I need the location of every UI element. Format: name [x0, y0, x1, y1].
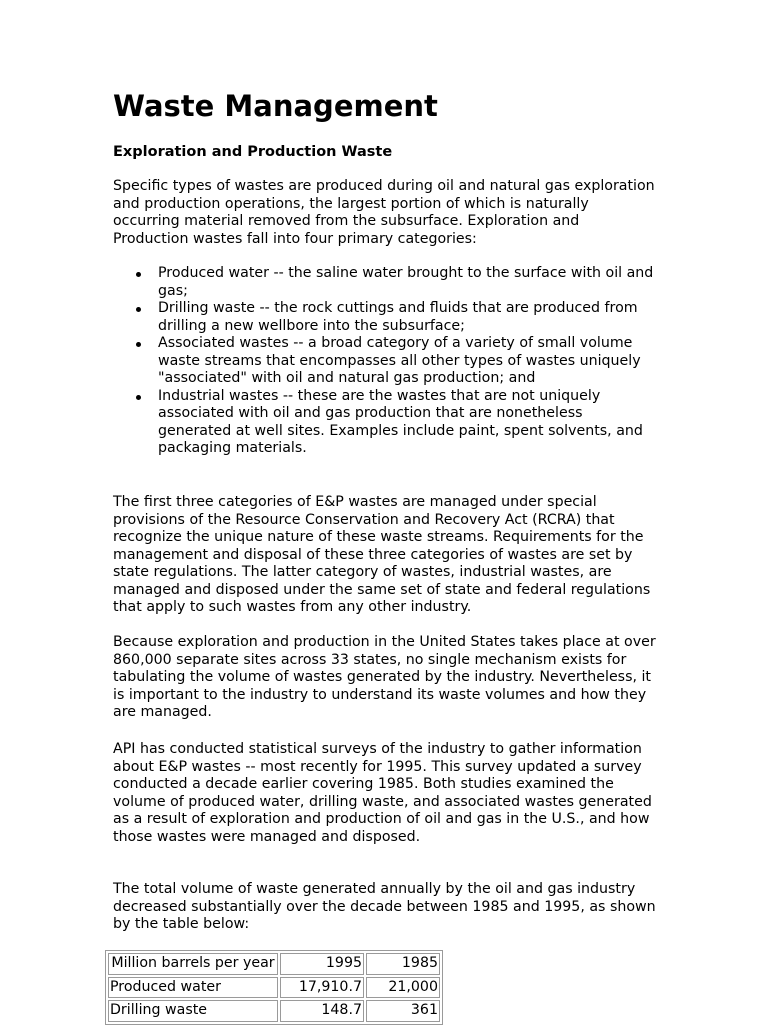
table-header-cell: 1985	[366, 953, 440, 975]
table-cell: 21,000	[366, 977, 440, 999]
section-heading: Exploration and Production Waste	[113, 144, 393, 160]
table-cell: 148.7	[280, 1000, 364, 1022]
intro-paragraph: Specific types of wastes are produced during oil and natural gas exploration and production operations, the largest portion of which is naturally occurring material removed from the subsurface. Exploration and Production wastes fall into four primary categories:	[113, 178, 655, 247]
table-row	[108, 977, 440, 999]
table-header-cell: Million barrels per year	[108, 953, 278, 975]
list-item: Associated wastes -- a broad category of a variety of small volume waste streams that encompasses all other types of wastes uniquely "associated" with oil and natural gas production; and	[158, 335, 658, 388]
sites-paragraph: Because exploration and production in the United States takes place at over 860,000 separate sites across 33 states, no single mechanism exists for tabulating the volume of wastes generated by the industry. Nevertheless, it is important to the industry to understand its waste volumes and how they are managed.	[113, 634, 656, 720]
table-cell: 17,910.7	[280, 977, 364, 999]
rcra-paragraph: The first three categories of E&P wastes are managed under special provisions of the Resource Conservation and Recovery Act (RCRA) that recognize the unique nature of these waste streams. Requirements for the management and disposal of these three categories of wastes are set by state regulations. The latter category of wastes, industrial wastes, are managed and disposed under the same set of state and federal regulations that apply to such wastes from any other industry.	[113, 494, 651, 615]
list-item: Produced water -- the saline water brought to the surface with oil and gas;	[158, 265, 658, 300]
table-cell: Drilling waste	[108, 1000, 278, 1022]
table-cell: 361	[366, 1000, 440, 1022]
volume-paragraph: The total volume of waste generated annually by the oil and gas industry decreased substantially over the decade between 1985 and 1995, as shown by the table below:	[113, 881, 656, 932]
waste-category-list	[113, 265, 658, 458]
list-item: Drilling waste -- the rock cuttings and fluids that are produced from drilling a new wellbore into the subsurface;	[158, 300, 658, 335]
list-item: Industrial wastes -- these are the wastes that are not uniquely associated with oil and gas production that are nonetheless generated at well sites. Examples include paint, spent solvents, and packaging materials.	[158, 388, 658, 458]
table-cell: Produced water	[108, 977, 278, 999]
page-title: Waste Management	[113, 89, 438, 123]
api-survey-paragraph: API has conducted statistical surveys of the industry to gather information about E&P wastes -- most recently for 1995. This survey updated a survey conducted a decade earlier covering 1985. Both studies examined the volume of produced water, drilling waste, and associated wastes generated as a result of exploration and production of oil and gas in the U.S., and how those wastes were managed and disposed.	[113, 741, 652, 845]
table-header-cell: 1995	[280, 953, 364, 975]
table-header-row	[108, 953, 440, 975]
waste-volume-table	[105, 950, 443, 1025]
table-row	[108, 1000, 440, 1022]
